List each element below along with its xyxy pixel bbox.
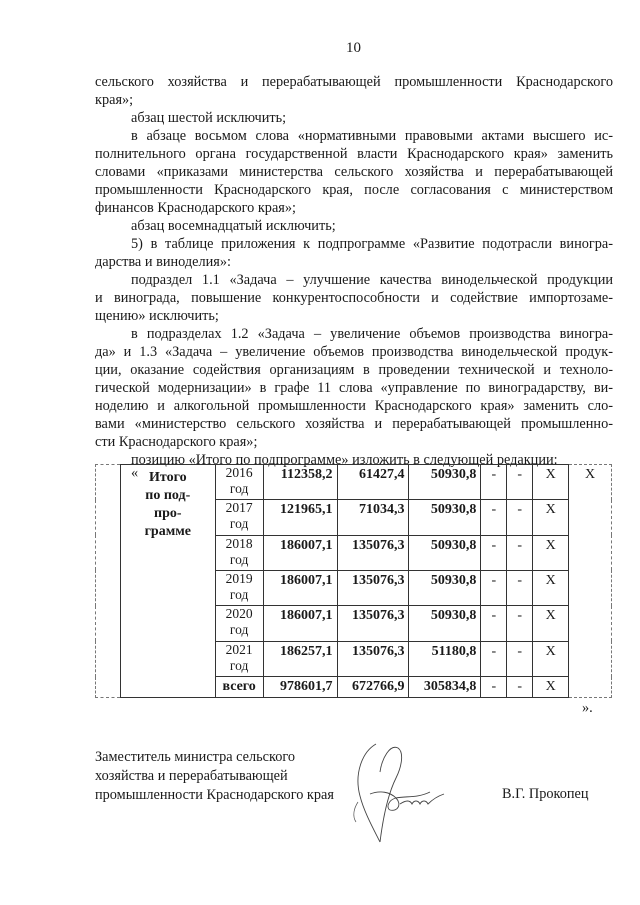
page-number: 10 — [346, 40, 361, 56]
x-cell: Х — [569, 465, 612, 698]
signatory-position-line: хозяйства и перерабатывающей — [95, 768, 288, 784]
dash-cell: - — [507, 641, 533, 676]
text-line: 5) в таблице приложения к подпрограмме «Развитие подотрасли виногра- — [131, 236, 613, 252]
open-quote: « — [131, 465, 139, 481]
text-line: и винограда, повышение конкурентоспособности и содействие импортозаме- — [95, 290, 613, 306]
text-line: словами «приказами министерства сельского хозяйства и перерабатывающей — [95, 164, 613, 180]
dash-cell: - — [481, 465, 507, 500]
text-line: абзац восемнадцатый исключить; — [131, 218, 336, 234]
signatory-position-line: промышленности Краснодарского края — [95, 787, 334, 803]
text-line: ции, оказание содействия организациям в проведении технической и техноло- — [95, 362, 613, 378]
dash-cell: - — [481, 570, 507, 605]
text-line: ноделию и алкогольной промышленности Краснодарского края» заменить сло- — [95, 398, 613, 414]
year-cell: 2016 год — [215, 465, 263, 500]
x-cell: Х — [533, 500, 569, 535]
dash-cell: - — [507, 535, 533, 570]
federal-cell: 50930,8 — [409, 500, 481, 535]
dash-cell: - — [507, 677, 533, 698]
all-label-cell: всего — [215, 677, 263, 698]
closing-quote: ». — [582, 700, 593, 716]
text-line: сельского хозяйства и перерабатывающей промышленности Краснодарского — [95, 74, 613, 90]
signatory-name: В.Г. Прокопец — [502, 786, 589, 802]
handwritten-signature — [340, 738, 450, 848]
text-line: сти Краснодарского края»; — [95, 434, 258, 450]
dash-cell: - — [507, 606, 533, 641]
total-label-line: про- — [154, 506, 182, 521]
year-cell: 2020 год — [215, 606, 263, 641]
dash-cell: - — [481, 500, 507, 535]
dash-cell: - — [507, 500, 533, 535]
text-line: вами «министерство сельского хозяйства и перерабатывающей промышленно- — [95, 416, 613, 432]
federal-cell: 50930,8 — [409, 465, 481, 500]
total-cell: 978601,7 — [263, 677, 337, 698]
year-cell: 2021 год — [215, 641, 263, 676]
dash-cell: - — [481, 606, 507, 641]
x-cell: Х — [533, 641, 569, 676]
dash-cell: - — [507, 465, 533, 500]
dash-cell: - — [481, 535, 507, 570]
text-line: края»; — [95, 92, 134, 108]
total-cell: 112358,2 — [263, 465, 337, 500]
signatory-position — [95, 748, 334, 805]
total-cell: 121965,1 — [263, 500, 337, 535]
text-line: полнительного органа государственной власти Краснодарского края» заменить — [95, 146, 613, 162]
regional-cell: 135076,3 — [337, 535, 409, 570]
total-cell: 186007,1 — [263, 606, 337, 641]
x-cell: Х — [533, 465, 569, 500]
total-label-line: Итого — [148, 470, 187, 485]
text-line: в абзаце восьмом слова «нормативными правовыми актами высшего ис- — [131, 128, 613, 144]
federal-cell: 305834,8 — [409, 677, 481, 698]
total-label-line: грамме — [144, 524, 191, 539]
text-line: да» и 1.3 «Задача – увеличение объемов производства винодельческой продук- — [95, 344, 613, 360]
year-cell: 2018 год — [215, 535, 263, 570]
x-cell: Х — [533, 606, 569, 641]
regional-cell: 135076,3 — [337, 570, 409, 605]
year-cell: 2017 год — [215, 500, 263, 535]
empty-cell — [96, 465, 121, 698]
text-line: в подразделах 1.2 «Задача – увеличение объемов производства виногра- — [131, 326, 613, 342]
regional-cell: 135076,3 — [337, 641, 409, 676]
x-cell: Х — [533, 677, 569, 698]
text-line: позицию «Итого по подпрограмме» изложить в следующей редакции: — [131, 452, 558, 468]
regional-cell: 672766,9 — [337, 677, 409, 698]
text-line: финансов Краснодарского края»; — [95, 200, 296, 216]
text-line: промышленности Краснодарского края, после согласования с министерством — [95, 182, 613, 198]
total-label-cell — [120, 465, 215, 698]
total-cell: 186257,1 — [263, 641, 337, 676]
text-line: гической модернизации» в графе 11 слова «управление по виноградарству, ви- — [95, 380, 613, 396]
total-label-line: по под- — [145, 488, 191, 503]
text-line: щению» исключить; — [95, 308, 219, 324]
total-cell: 186007,1 — [263, 535, 337, 570]
federal-cell: 50930,8 — [409, 535, 481, 570]
text-line: абзац шестой исключить; — [131, 110, 287, 126]
dash-cell: - — [481, 641, 507, 676]
regional-cell: 61427,4 — [337, 465, 409, 500]
total-cell: 186007,1 — [263, 570, 337, 605]
signatory-position-line: Заместитель министра сельского — [95, 749, 296, 765]
text-line: дарства и виноделия»: — [95, 254, 231, 270]
subprogram-total-table — [95, 464, 612, 698]
federal-cell: 50930,8 — [409, 606, 481, 641]
dash-cell: - — [507, 570, 533, 605]
dash-cell: - — [481, 677, 507, 698]
year-cell: 2019 год — [215, 570, 263, 605]
federal-cell: 50930,8 — [409, 570, 481, 605]
regional-cell: 135076,3 — [337, 606, 409, 641]
regional-cell: 71034,3 — [337, 500, 409, 535]
x-cell: Х — [533, 570, 569, 605]
federal-cell: 51180,8 — [409, 641, 481, 676]
x-cell: Х — [533, 535, 569, 570]
text-line: подраздел 1.1 «Задача – улучшение качества винодельческой продукции — [131, 272, 613, 288]
